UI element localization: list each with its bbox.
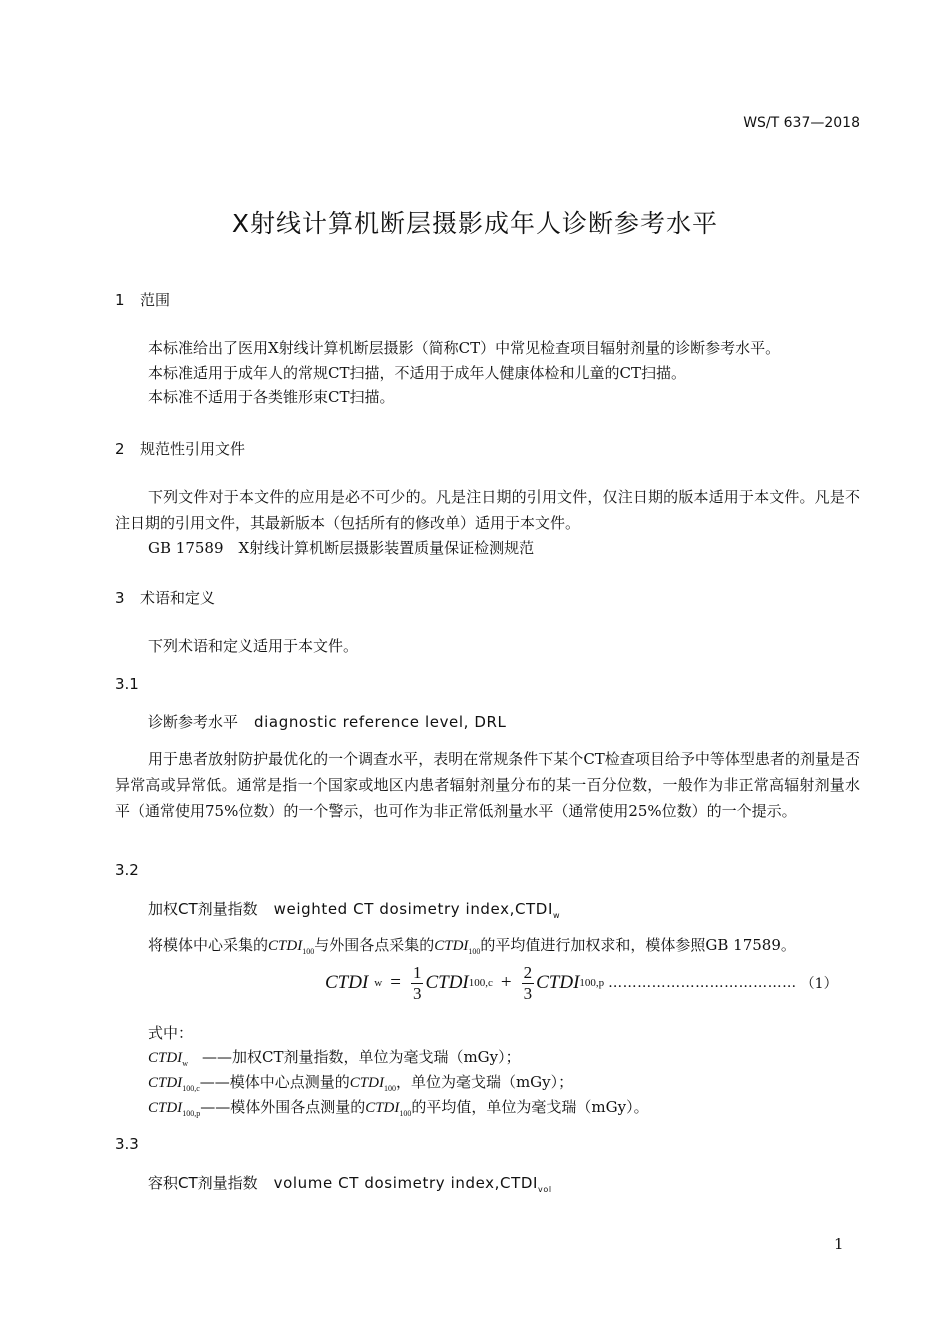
formula-term-periphery: CTDI <box>536 972 580 993</box>
section-3-number: 3 <box>115 589 125 607</box>
term-english: volume CT dosimetry $index,CTDI_{vol}$ <box>273 1174 552 1194</box>
standard-code: WS/T 637—2018 <box>743 115 860 131</box>
section-1-title: 范围 <box>140 291 171 309</box>
section-2-heading <box>115 438 245 459</box>
clause-3-1-number: 3.1 <box>115 675 139 693</box>
section-1-number: 1 <box>115 291 125 309</box>
equation-number: （1） <box>800 976 838 992</box>
fraction-two-thirds: $\frac{2}{3}$ <box>523 962 533 1003</box>
term-english: diagnostic reference level, DRL <box>254 713 507 731</box>
term-chinese: 诊断参考水平 <box>148 713 239 731</box>
section-2-paragraph: 下列文件对于本文件的应用是必不可少的。凡是注日期的引用文件，仅注日期的版本适用于本文件。凡是不注日期的引用文件，其最新版本（包括所有的修改单）适用于本文件。 <box>115 488 860 532</box>
section-1-paragraph-2: 本标准适用于成年人的常规CT扫描，不适用于成年人健康体检和儿童的CT扫描。 <box>148 364 686 382</box>
clause-3-3-term <box>148 1172 552 1194</box>
equals-sign: = <box>390 972 401 993</box>
normative-reference: GB 17589 X射线计算机断层摄影装置质量保证检测规范 <box>148 539 535 557</box>
section-1-paragraph-1: 本标准给出了医用X射线计算机断层摄影（简称CT）中常见检查项目辐射剂量的诊断参考水平。 <box>148 339 781 357</box>
formula-term-center: CTDI <box>425 972 469 993</box>
section-2-number: 2 <box>115 440 125 458</box>
document-title: X射线计算机断层摄影成年人诊断参考水平 <box>231 209 719 238</box>
clause-3-3-number: 3.3 <box>115 1135 139 1153</box>
section-3-title: 术语和定义 <box>140 589 216 607</box>
where-item-1: $CTDI_w$ ——加权CT剂量指数，单位为毫戈瑞（mGy）； <box>148 1048 521 1068</box>
formula-lhs: CTDI <box>325 972 369 993</box>
clause-3-1-definition: 用于患者放射防护最优化的一个调查水平，表明在常规条件下某个CT检查项目给予中等体型患者的剂量是否异常高或异常低。通常是指一个国家或地区内患者辐射剂量分布的某一百分位数，一般作为非正常高辐射剂量水平（通常使用75%位数）的一个警示，也可作为非正常低剂量水平（通常使用25%位数）的一个提示。 <box>115 750 860 820</box>
section-1-heading <box>115 289 170 310</box>
section-3-heading <box>115 587 215 608</box>
fraction-one-third: $\frac{1}{3}$ <box>412 962 422 1003</box>
section-1-paragraph-3: 本标准不适用于各类锥形束CT扫描。 <box>148 388 395 406</box>
clause-3-2-term <box>148 898 560 920</box>
term-english: weighted CT dosimetry $index,CTDI_w$ <box>273 900 561 920</box>
clause-3-2-definition: 将模体中心采集的$CTDI_{100}$与外围各点采集的$CTDI_{100}$的平均值进行加权求和，模体参照GB 17589。 <box>148 936 796 956</box>
term-chinese: 容积CT剂量指数 <box>148 1174 258 1192</box>
clause-3-2-number: 3.2 <box>115 861 139 879</box>
where-item-3: $CTDI_{100,p}——$模体外围各点测量的$CTDI_{100}$的平均值，单位为毫戈瑞（mGy）。 <box>148 1098 649 1118</box>
page-number: 1 <box>834 1235 844 1253</box>
leader-dots: ………………………………… <box>608 975 797 991</box>
where-label: 式中： <box>148 1024 194 1042</box>
formula-1: CTDI w = $\frac{1}{3}$ CTDI 100,c + $\frac{2}{3}$ CTDI 100,p ………………………………… （1） <box>325 962 838 1003</box>
term-chinese: 加权CT剂量指数 <box>148 900 258 918</box>
clause-3-1-term <box>148 711 507 732</box>
where-item-2: $CTDI_{100,c}——$模体中心点测量的$CTDI_{100}$，单位为毫戈瑞（mGy）； <box>148 1073 574 1093</box>
section-2-title: 规范性引用文件 <box>140 440 246 458</box>
plus-sign: + <box>500 972 512 993</box>
section-3-intro: 下列术语和定义适用于本文件。 <box>148 637 359 655</box>
